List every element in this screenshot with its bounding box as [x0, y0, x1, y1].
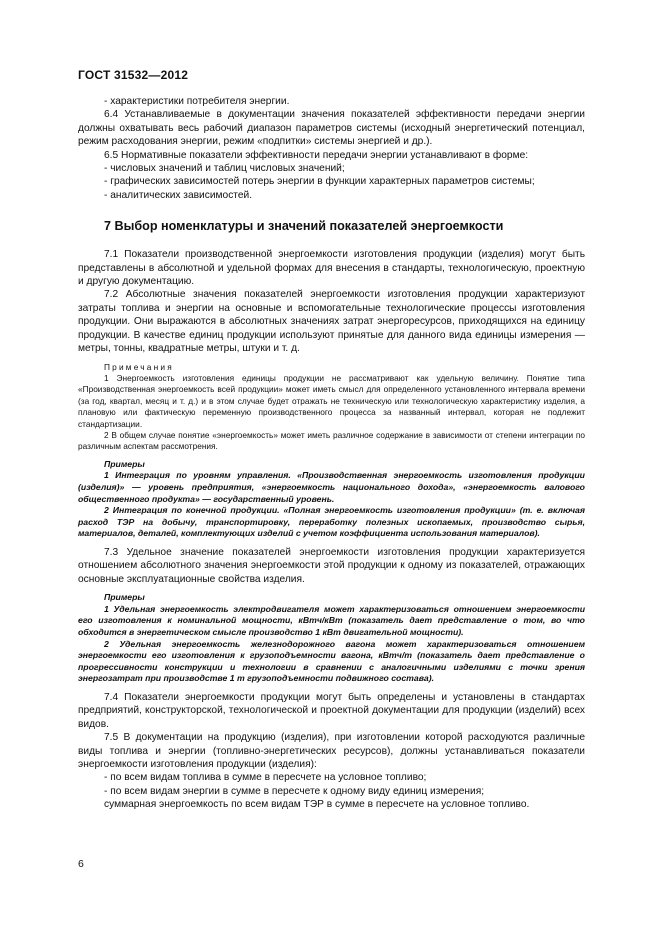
paragraph-6-5: 6.5 Нормативные показатели эффективности передачи энергии устанавливают в форме: — [104, 149, 529, 161]
list-item: - по всем видам топлива в сумме в пересчете на условное топливо; — [104, 772, 427, 784]
paragraph-7-4: 7.4 Показатели энергоемкости продукции могут быть определены и установлены в стандартах предприятий, конструкторской, технологической и проектной документации для продукции (изделий) всех видов. — [78, 691, 585, 730]
note-2: 2 В общем случае понятие «энергоемкость» может иметь различное содержание в зависимости от степени интеграции по различным аспектам рассмотрения. — [78, 429, 585, 452]
list-item: - аналитических зависимостей. — [104, 189, 253, 201]
note-1: 1 Энергоемкость изготовления единицы продукции не рассматривают как удельную величину. Понятие типа «Производственная энергоемкость всей продукции» может иметь смысл для определенного установленного интервала времени (за год, квартал, месяц и т. д.) и в этом случае будет отражать не техническую или технологическую характеристику изделия, а плановую или фактическую переменную производственного процесса за названный интервал, которая не подлежит стандартизации. — [78, 372, 585, 429]
list-item: - характеристики потребителя энергии. — [104, 96, 290, 107]
paragraph-7-1: 7.1 Показатели производственной энергоемкости изготовления продукции (изделия) могут быть представлены в абсолютной и удельной формах для внесения в стандарты, технологическую, проектную и другую документацию. — [78, 249, 585, 288]
list-item: - по всем видам энергии в сумме в пересчете к одному виду единиц измерения; — [104, 785, 485, 797]
paragraph-7-5: 7.5 В документации на продукцию (изделия), при изготовлении которой расходуются различные виды топлива и энергии (топливно-энергетических ресурсов), должны устанавливаться показатели энергоемкости изготовления продукции (изделия): — [78, 732, 585, 770]
example-1: 1 Удельная энергоемкость электродвигателя может характеризоваться отношением энергоемкости его изготовления к номинальной мощности, кВтч/кВт (показатель дает представление о том, во что обходится в энергетическом смысле производство 1 кВт двигательной мощности). — [78, 603, 585, 637]
list-item: - числовых значений и таблиц числовых значений; — [104, 163, 345, 175]
list-item: - графических зависимостей потерь энергии в функции характерных параметров системы; — [104, 176, 535, 188]
examples-title: Примеры — [104, 592, 145, 603]
example-2: 2 Интеграция по конечной продукции. «Полная энергоемкость изготовления продукции» (т. е. включая расход ТЭР на добычу, транспортировку, переработку полезных ископаемых, производство сырья, материалов, деталей, комплектующих изделий с учетом коэффициента использования материалов). — [78, 505, 585, 539]
paragraph-7-3: 7.3 Удельное значение показателей энергоемкости изготовления продукции характеризуется отношением абсолютного значения энергоемкости этой продукции к одному из показателей, отражающих основные эксплуатационные свойства изделия. — [78, 546, 585, 585]
example-2: 2 Удельная энергоемкость железнодорожного вагона может характеризоваться отношением энергоемкости его изготовления к грузоподъемности вагона, кВтч/т (показатель дает представление о прогрессивности конструкции и технологии в сравнении с аналогичными изделиями с точки зрения энергозатрат при производстве 1 т грузоподъемности подвижного состава). — [78, 638, 585, 684]
list-item: суммарная энергоемкость по всем видам ТЭР в сумме в пересчете на условное топливо. — [104, 799, 530, 811]
examples-title: Примеры — [104, 458, 145, 469]
example-1: 1 Интеграция по уровням управления. «Производственная энергоемкость изготовления продукции (изделия)» — уровень предприятия, «энергоемкость национального дохода», «энергоемкость валового общественного продукта» — государственный уровень. — [78, 470, 585, 504]
section-7-heading: 7 Выбор номенклатуры и значений показателей энергоемкости — [104, 219, 504, 234]
standard-header: ГОСТ 31532—2012 — [78, 68, 189, 82]
notes-title: Примечания — [104, 361, 174, 372]
paragraph-6-4: 6.4 Устанавливаемые в документации значения показателей эффективности передачи энергии должны охватывать весь рабочий диапазон параметров системы (исходный энергетический потенциал, режим расходования энергии, режим «подпитки» системы энергией и др.). — [78, 109, 585, 148]
page-content — [78, 95, 585, 812]
page-number: 6 — [78, 858, 84, 870]
paragraph-7-2: 7.2 Абсолютные значения показателей энергоемкости изготовления продукции характеризуют затраты топлива и энергии на основные и вспомогательные технологические процессы изготовления продукции. Они выражаются в абсолютных значениях затрат энергоресурсов, приходящихся на единицу продукции. В качестве единиц продукции используют принятые для данного вида единицы измерения — метры, тонны, квадратные метры, штуки и т. д. — [78, 289, 585, 355]
